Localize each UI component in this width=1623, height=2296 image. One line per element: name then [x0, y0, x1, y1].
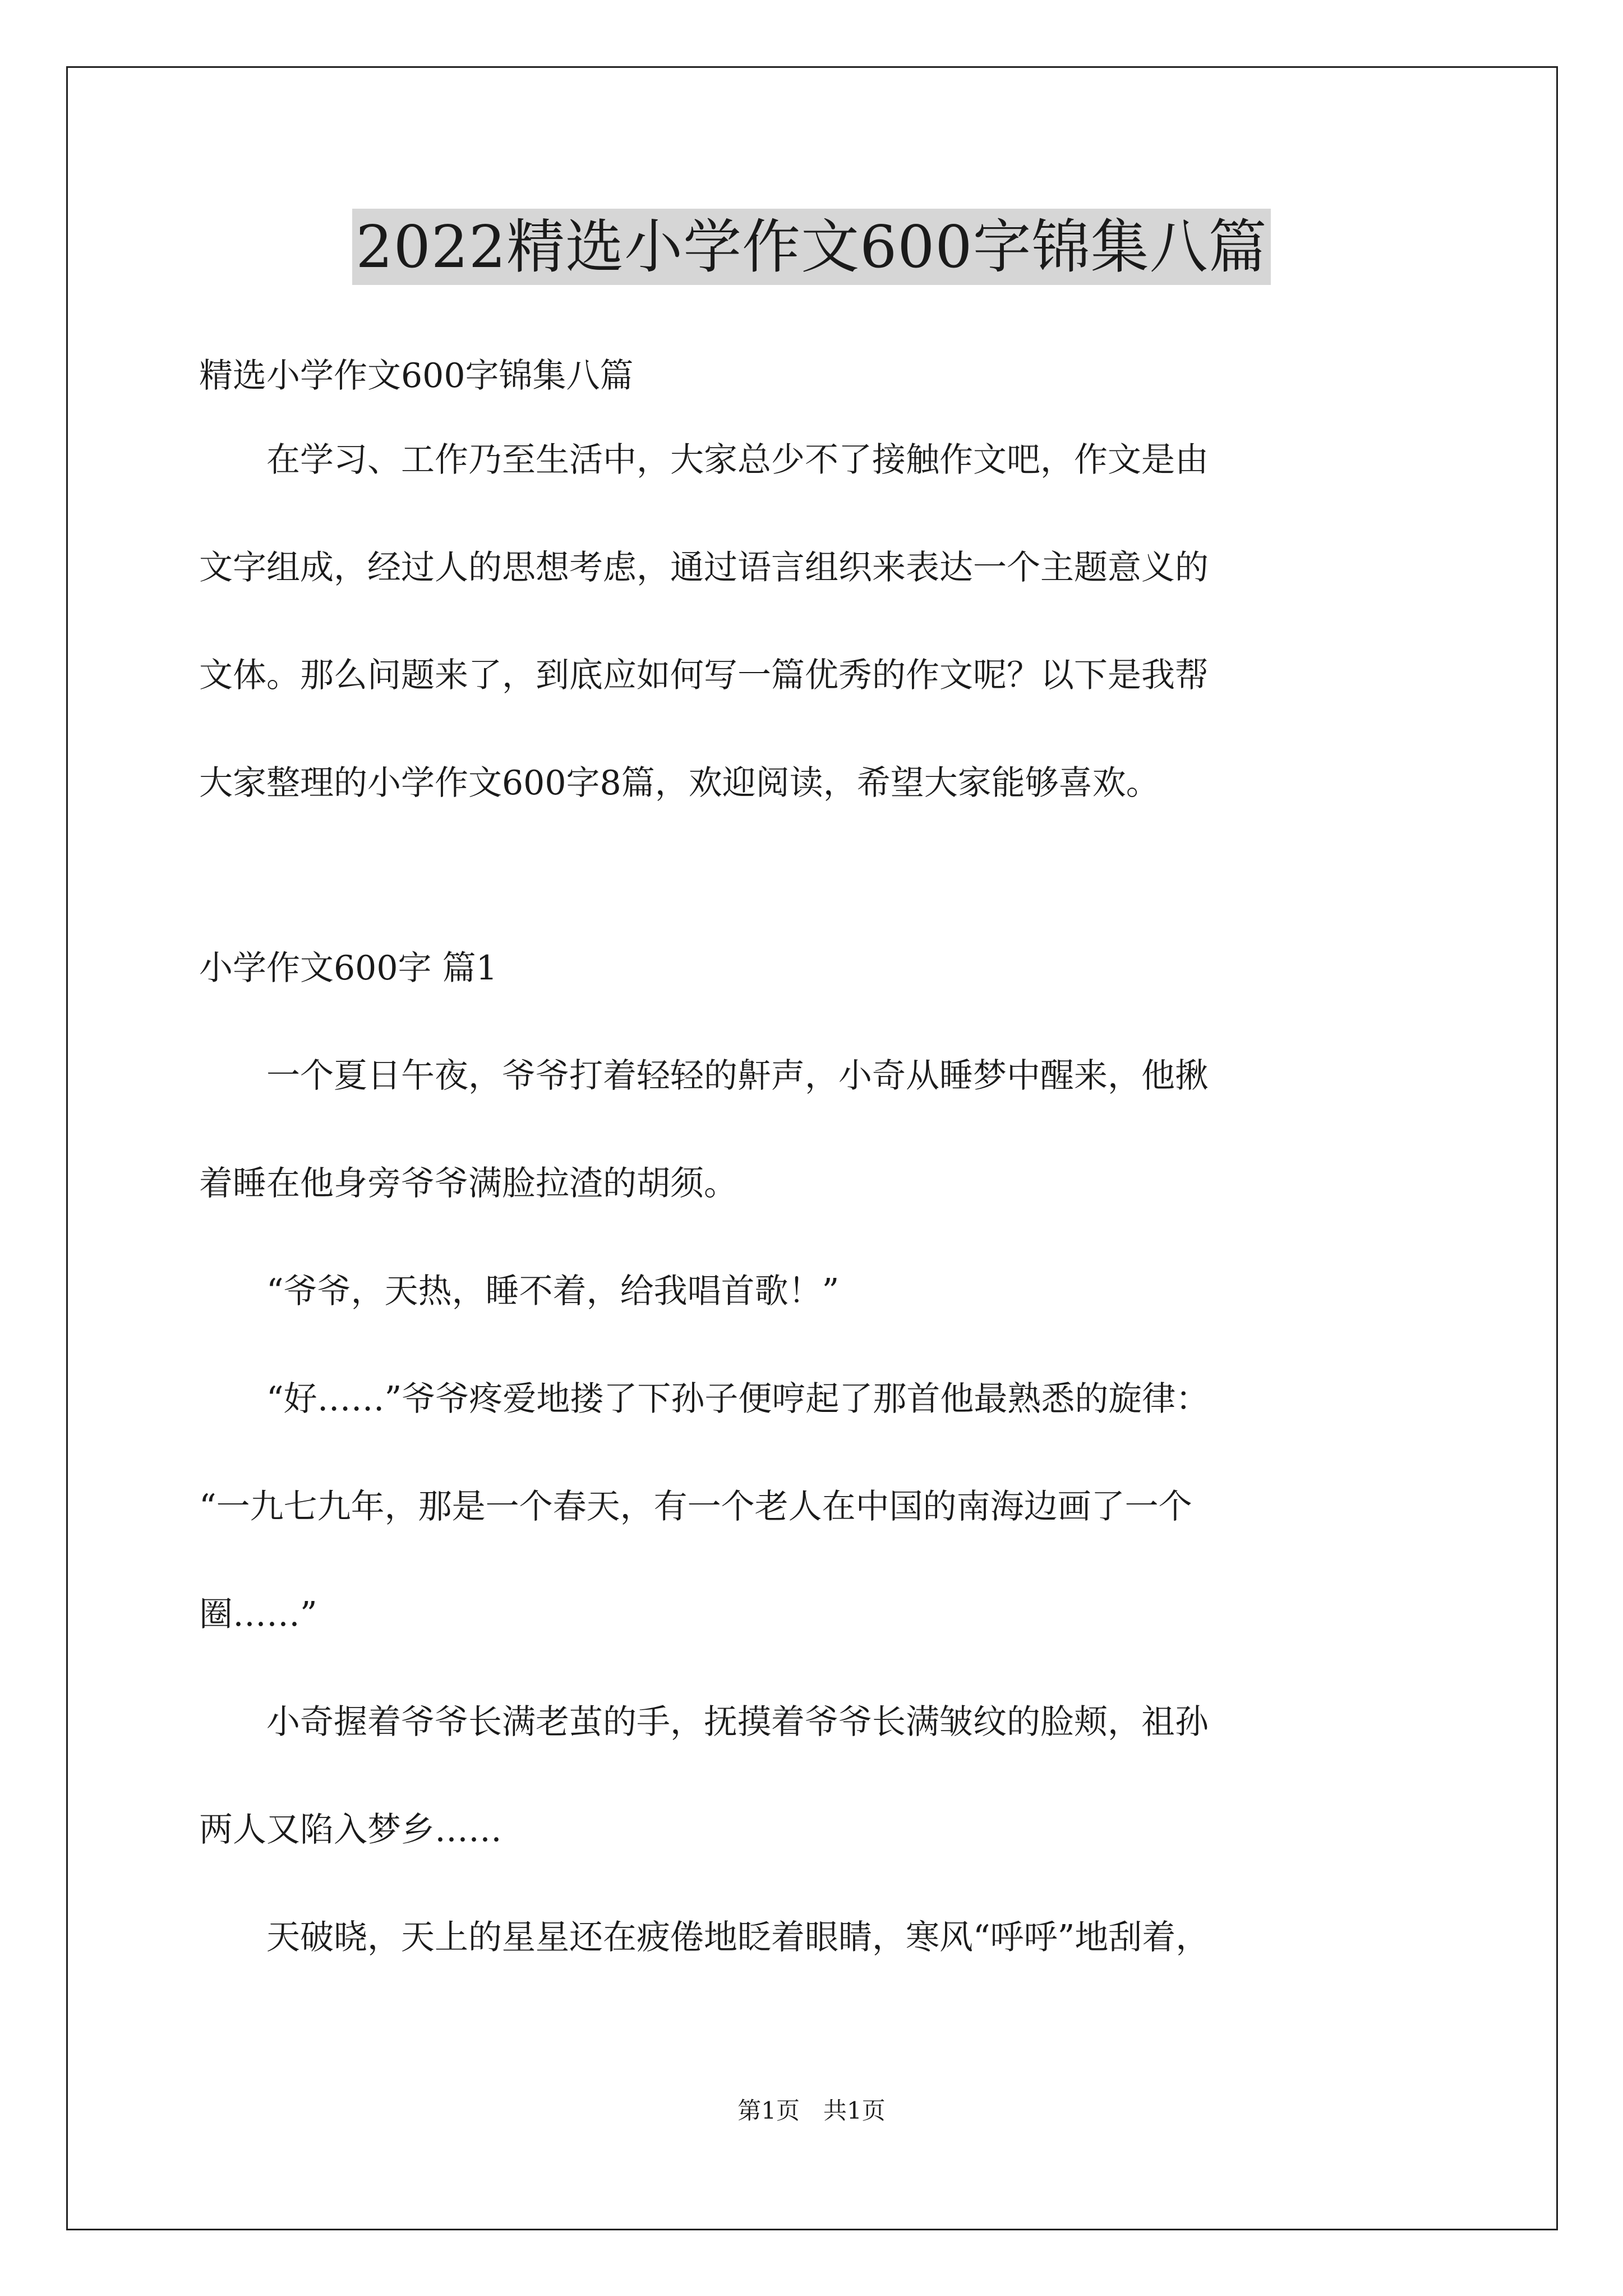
body-line: 着睡在他身旁爷爷满脸拉渣的胡须。 — [199, 1164, 737, 1203]
title-container — [0, 209, 1623, 285]
body-line: “一九七九年，那是一个春天，有一个老人在中国的南海边画了一个 — [199, 1487, 1192, 1526]
body-line: 两人又陷入梦乡…… — [199, 1810, 502, 1849]
intro-line: 文字组成，经过人的思想考虑，通过语言组织来表达一个主题意义的 — [199, 548, 1209, 587]
body-line: “爷爷，天热，睡不着，给我唱首歌！” — [199, 1272, 840, 1311]
body-line: 圈……” — [199, 1595, 317, 1634]
document-body — [199, 356, 1432, 1957]
page-footer: 第1页 共1页 — [737, 2097, 886, 2124]
body-line: 天破晓，天上的星星还在疲倦地眨着眼睛，寒风“呼呼”地刮着， — [199, 1918, 1210, 1957]
intro-line: 大家整理的小学作文600字8篇，欢迎阅读，希望大家能够喜欢。 — [199, 763, 1160, 803]
body-line: “好……”爷爷疼爱地搂了下孙子便哼起了那首他最熟悉的旋律： — [199, 1379, 1210, 1419]
section-heading: 小学作文600字 篇1 — [199, 949, 497, 988]
intro-line: 文体。那么问题来了，到底应如何写一篇优秀的作文呢？以下是我帮 — [199, 656, 1209, 695]
body-line: 一个夏日午夜，爷爷打着轻轻的鼾声，小奇从睡梦中醒来，他揪 — [199, 1056, 1209, 1096]
intro-line: 在学习、工作乃至生活中，大家总少不了接触作文吧，作文是由 — [199, 440, 1209, 480]
document-title: 2022精选小学作文600字锦集八篇 — [352, 209, 1270, 285]
body-line: 小奇握着爷爷长满老茧的手，抚摸着爷爷长满皱纹的脸颊，祖孙 — [199, 1703, 1209, 1742]
document-subtitle: 精选小学作文600字锦集八篇 — [199, 356, 634, 395]
